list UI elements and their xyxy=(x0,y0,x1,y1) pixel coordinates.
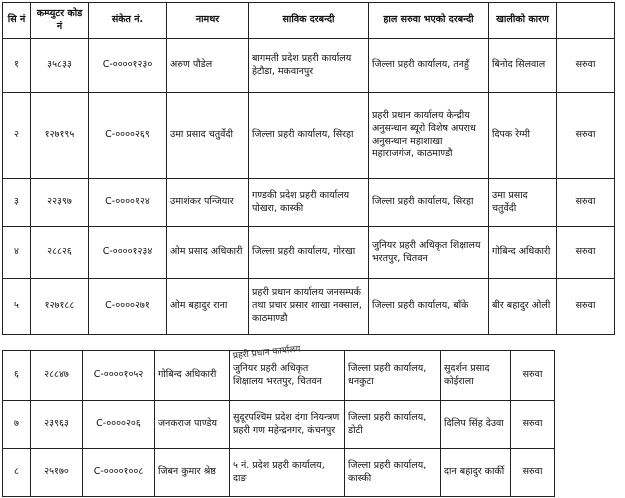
header-sn: सि नं xyxy=(3,3,31,39)
header-khali: खालीको कारण xyxy=(489,3,557,39)
table-row xyxy=(3,401,555,449)
cell-hal: जिल्ला प्रहरी कार्यालय, सिरहा xyxy=(369,179,489,227)
cell-sanket: C-००००२६९ xyxy=(89,93,167,179)
cell-name: अरुण पौडेल xyxy=(167,39,249,93)
cell-sn: ४ xyxy=(3,227,31,279)
header-code: कम्प्युटर कोड नं xyxy=(31,3,89,39)
cell-hal: प्रहरी प्रधान कार्यालय केन्द्रीय अनुसन्धान ब्यूरो विशेष अपराध अनुसन्धान महाशाखा महाराजगंज, काठमाण्डौ xyxy=(369,93,489,179)
cell-name: ओम बहादुर राना xyxy=(167,279,249,335)
cell-type: सरुवा xyxy=(511,351,555,401)
cell-code: २३९६३ xyxy=(31,401,83,449)
cell-sanket: C-००००१०५२ xyxy=(83,351,155,401)
table-row xyxy=(3,279,615,335)
cell-name: उमाशंकर पन्जियार xyxy=(167,179,249,227)
cell-khali: बिनोद सिलवाल xyxy=(489,39,557,93)
cell-type: सरुवा xyxy=(557,93,615,179)
cell-sanket: C-००००१२४ xyxy=(89,179,167,227)
header-type xyxy=(557,3,615,39)
table-row xyxy=(3,39,615,93)
cell-code: २५१७० xyxy=(31,449,83,497)
table-row xyxy=(3,449,555,497)
transfer-table-top xyxy=(2,2,615,335)
cell-sabik: जुनियर प्रहरी अधिकृत शिक्षालय भरतपुर, चितवन xyxy=(230,351,345,401)
header-sabik: साविक दरबन्दी xyxy=(249,3,369,39)
cell-sanket: C-००००२७१ xyxy=(89,279,167,335)
cell-khali: उमा प्रसाद चतुर्वेदी xyxy=(489,179,557,227)
cell-name: गोबिन्द अधिकारी xyxy=(155,351,230,401)
cell-sn: २ xyxy=(3,93,31,179)
cell-sn: ६ xyxy=(3,351,31,401)
cell-code: २२३९७ xyxy=(31,179,89,227)
cell-sanket: C-००००१२३० xyxy=(89,39,167,93)
cell-sn: १ xyxy=(3,39,31,93)
table-row xyxy=(3,179,615,227)
cell-sabik: गण्डकी प्रदेश प्रहरी कार्यालय पोखरा, कास्की xyxy=(249,179,369,227)
cell-type: सरुवा xyxy=(557,39,615,93)
cell-khali: बीर बहादुर ओली xyxy=(489,279,557,335)
cell-hal: जिल्ला प्रहरी कार्यालय, बाँके xyxy=(369,279,489,335)
cell-sabik: सुदूरपश्चिम प्रदेश दंगा नियन्त्रण प्रहरी गण महेन्द्रनगर, कंचनपुर xyxy=(230,401,345,449)
cell-khali: दिपक रेग्मी xyxy=(489,93,557,179)
cell-sabik: प्रहरी प्रधान कार्यालय जनसम्पर्क तथा प्रचार प्रसार शाखा नक्साल, काठमाण्डौ xyxy=(249,279,369,335)
cell-sabik: बागमती प्रदेश प्रहरी कार्यालय हेटौडा, मकवानपुर xyxy=(249,39,369,93)
cell-hal: जुनियर प्रहरी अधिकृत शिक्षालय भरतपुर, चितवन xyxy=(369,227,489,279)
cell-sabik: जिल्ला प्रहरी कार्यालय, सिरहा xyxy=(249,93,369,179)
table-row xyxy=(3,351,555,401)
cell-hal: जिल्ला प्रहरी कार्यालय, तनहुँ xyxy=(369,39,489,93)
cell-code: १२७१८८ xyxy=(31,279,89,335)
cell-sn: ७ xyxy=(3,401,31,449)
header-name: नामथर xyxy=(167,3,249,39)
office-stamp: प्रहरी प्रधान कार्यालय xyxy=(232,344,301,362)
cell-sabik: जिल्ला प्रहरी कार्यालय, गोरखा xyxy=(249,227,369,279)
cell-khali: दान बहादुर कार्की xyxy=(441,449,511,497)
table-row xyxy=(3,93,615,179)
header-hal: हाल सरुवा भएको दरबन्दी xyxy=(369,3,489,39)
cell-hal: जिल्ला प्रहरी कार्यालय, कास्की xyxy=(345,449,441,497)
cell-code: ३५८३३ xyxy=(31,39,89,93)
cell-sn: ८ xyxy=(3,449,31,497)
cell-type: सरुवा xyxy=(511,401,555,449)
cell-type: सरुवा xyxy=(557,227,615,279)
cell-name: जनकराज पाण्डेय xyxy=(155,401,230,449)
cell-khali: दिलिप सिंह देउवा xyxy=(441,401,511,449)
cell-sanket: C-००००१००८ xyxy=(83,449,155,497)
cell-name: जिबन कुमार श्रेष्ठ xyxy=(155,449,230,497)
cell-code: २८८२६ xyxy=(31,227,89,279)
cell-code: १२७१९५ xyxy=(31,93,89,179)
transfer-table-bottom xyxy=(2,350,555,497)
cell-sanket: C-००००२०६ xyxy=(83,401,155,449)
header-sanket: संकेत नं. xyxy=(89,3,167,39)
cell-code: २८८४७ xyxy=(31,351,83,401)
cell-khali: सुदर्शन प्रसाद कोईराला xyxy=(441,351,511,401)
table-row xyxy=(3,227,615,279)
cell-sn: ३ xyxy=(3,179,31,227)
cell-type: सरुवा xyxy=(511,449,555,497)
cell-sabik: ५ नं. प्रदेश प्रहरी कार्यालय, दाङ xyxy=(230,449,345,497)
cell-name: ओम प्रसाद अधिकारी xyxy=(167,227,249,279)
cell-type: सरुवा xyxy=(557,279,615,335)
cell-sanket: C-००००१२३४ xyxy=(89,227,167,279)
cell-khali: गोबिन्द अधिकारी xyxy=(489,227,557,279)
cell-hal: जिल्ला प्रहरी कार्यालय, डोटी xyxy=(345,401,441,449)
cell-type: सरुवा xyxy=(557,179,615,227)
cell-name: उमा प्रसाद चतुर्वेदी xyxy=(167,93,249,179)
cell-hal: जिल्ला प्रहरी कार्यालय, धनकुटा xyxy=(345,351,441,401)
header-row xyxy=(3,3,615,39)
cell-sn: ५ xyxy=(3,279,31,335)
